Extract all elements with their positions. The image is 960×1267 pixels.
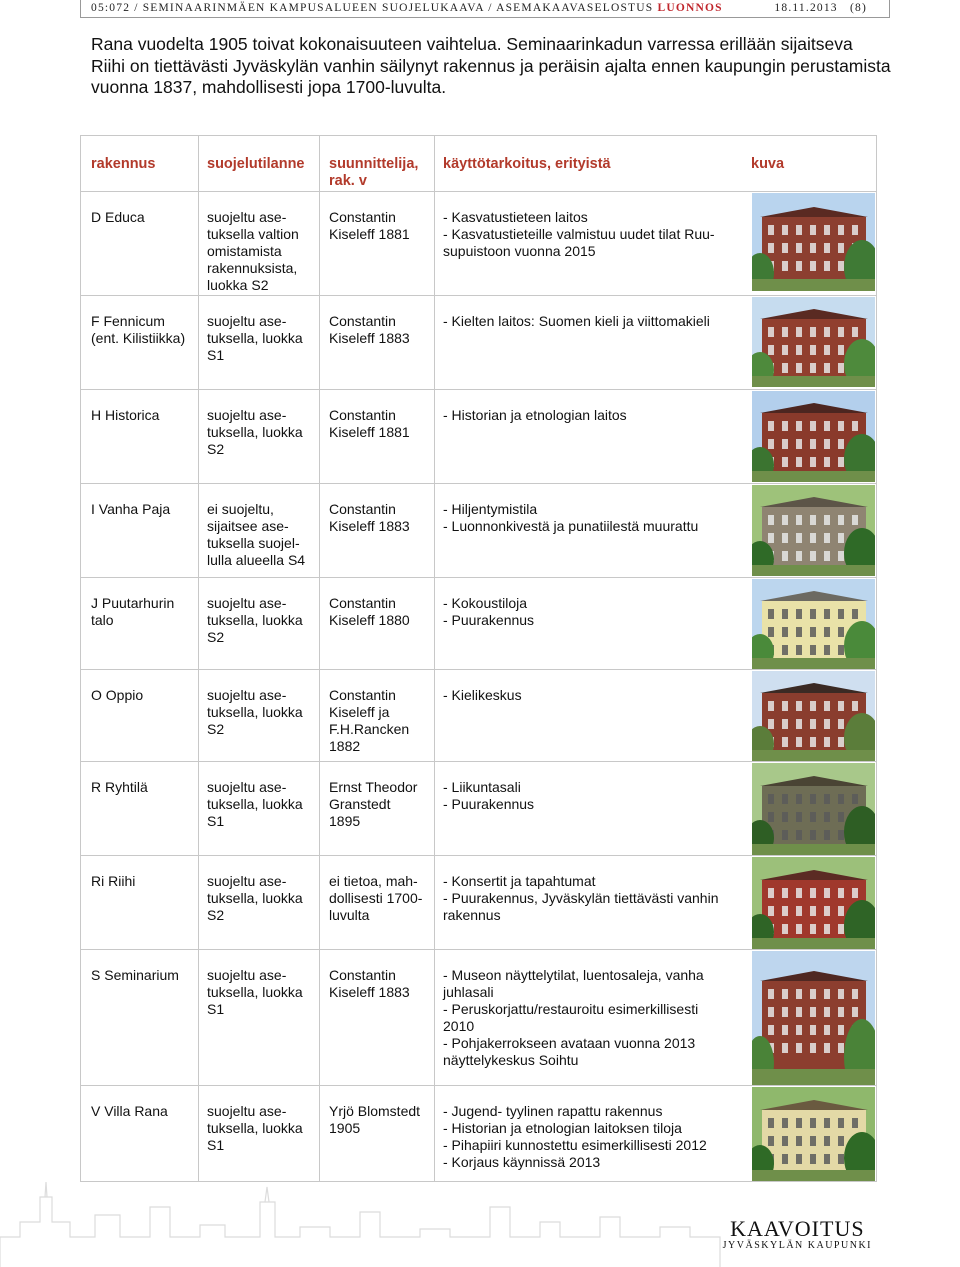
building-name: J Puutarhurin talo: [91, 595, 175, 628]
building-photo: [752, 671, 875, 761]
protection-status: suojeltu ase- tuksella, luokka S2: [207, 407, 303, 457]
protection-status: suojeltu ase- tuksella, luokka S1: [207, 967, 303, 1017]
usage-notes: - Liikuntasali - Puurakennus: [443, 779, 535, 812]
usage-notes: - Hiljentymistila - Luonnonkivestä ja punatiilestä muurattu: [443, 501, 699, 534]
kaavoitus-logo: [723, 1216, 872, 1251]
usage-notes: - Jugend- tyylinen rapattu rakennus - Historian ja etnologian laitoksen tiloja - Pihapiiri kunnostettu esimerkillisesti 2012 - Korjaus käynnissä 2013: [443, 1103, 707, 1170]
building-name: H Historica: [91, 407, 160, 423]
header-use: käyttötarkoitus, erityistä: [443, 156, 611, 172]
usage-notes: - Museon näyttelytilat, luentosaleja, vanha juhlasali - Peruskorjattu/restauroitu esimerkillisesti 2010 - Pohjakerrokseen avataan vuonna 2013 näyttelykeskus Soihtu: [443, 967, 704, 1068]
page-header: [80, 0, 890, 18]
header-photo: kuva: [751, 156, 785, 172]
building-photo: [752, 391, 875, 482]
logo-subtitle: JYVÄSKYLÄN KAUPUNKI: [722, 1240, 872, 1251]
header-designer: suunnittelija, rak. v: [329, 156, 419, 189]
header-date-page: [774, 2, 867, 14]
building-name: V Villa Rana: [91, 1103, 168, 1119]
protection-status: suojeltu ase- tuksella valtion omistamista rakennuksista, luokka S2: [207, 209, 299, 293]
protection-status: suojeltu ase- tuksella, luokka S1: [207, 1103, 303, 1153]
designer: Constantin Kiseleff 1883: [329, 501, 410, 534]
designer: ei tietoa, mah- dollisesti 1700- luvulta: [329, 873, 423, 923]
table-row: [80, 761, 877, 855]
building-photo: [752, 763, 875, 855]
header-doc-title: 05:072 / SEMINAARINMÄEN KAMPUSALUEEN SUOJELUKAAVA / ASEMAKAAVASELOSTUS: [91, 2, 654, 14]
page-number: (8): [849, 2, 867, 14]
building-name: S Seminarium: [91, 967, 179, 983]
table-row: [80, 389, 877, 483]
building-photo: [752, 193, 875, 291]
usage-notes: - Konsertit ja tapahtumat - Puurakennus, Jyväskylän tiettävästi vanhin rakennus: [443, 873, 719, 923]
usage-notes: - Historian ja etnologian laitos: [443, 407, 627, 423]
protection-status: ei suojeltu, sijaitsee ase- tuksella suojel- lulla alueella S4: [207, 501, 306, 568]
header-protection: suojelutilanne: [207, 156, 305, 172]
designer: Yrjö Blomstedt 1905: [329, 1103, 421, 1136]
table-row: [80, 577, 877, 669]
building-photo: [752, 857, 875, 949]
intro-paragraph: Rana vuodelta 1905 toivat kokonaisuuteen vaihtelua. Seminaarinkadun varressa erillään sijaitseva Riihi on tiettävästi Jyväskylän vanhin säilynyt rakennus ja peräisin ajalta ennen kaupungin perustamista vuonna 1837, mahdollisesti jopa 1700-luvulta.: [91, 34, 891, 97]
designer: Constantin Kiseleff 1880: [329, 595, 410, 628]
usage-notes: - Kokoustiloja - Puurakennus: [443, 595, 535, 628]
header-title: [91, 2, 723, 14]
usage-notes: - Kielikeskus: [443, 687, 522, 703]
protection-status: suojeltu ase- tuksella, luokka S2: [207, 595, 303, 645]
designer: Constantin Kiseleff 1883: [329, 313, 410, 346]
designer: Constantin Kiseleff 1881: [329, 407, 410, 440]
protection-status: suojeltu ase- tuksella, luokka S1: [207, 313, 303, 363]
protection-status: suojeltu ase- tuksella, luokka S2: [207, 687, 303, 737]
building-photo: [752, 485, 875, 576]
draft-stamp: LUONNOS: [657, 2, 723, 14]
building-name: O Oppio: [91, 687, 144, 703]
building-photo: [752, 951, 875, 1085]
table-row: [80, 949, 877, 1085]
table-row: [80, 855, 877, 949]
designer: Constantin Kiseleff ja F.H.Rancken 1882: [329, 687, 410, 754]
designer: Ernst Theodor Granstedt 1895: [329, 779, 418, 829]
designer: Constantin Kiseleff 1881: [329, 209, 410, 242]
logo-text: KAAVOITUS: [730, 1216, 865, 1241]
building-name: R Ryhtilä: [91, 779, 148, 795]
table-row: [80, 483, 877, 577]
table-row: [80, 669, 877, 761]
building-name: Ri Riihi: [91, 873, 136, 889]
protection-status: suojeltu ase- tuksella, luokka S1: [207, 779, 303, 829]
header-building: rakennus: [91, 156, 156, 172]
table-row: [80, 295, 877, 389]
designer: Constantin Kiseleff 1883: [329, 967, 410, 1000]
protection-status: suojeltu ase- tuksella, luokka S2: [207, 873, 303, 923]
building-photo: [752, 297, 875, 387]
building-name: D Educa: [91, 209, 145, 225]
building-photo: [752, 579, 875, 669]
building-name: F Fennicum (ent. Kilistiikka): [91, 313, 186, 346]
table-header-row: [80, 135, 877, 191]
table-row: [80, 191, 877, 295]
usage-notes: - Kielten laitos: Suomen kieli ja viittomakieli: [443, 313, 710, 329]
header-date: 18.11.2013: [774, 2, 838, 14]
building-name: I Vanha Paja: [91, 501, 171, 517]
usage-notes: - Kasvatustieteen laitos - Kasvatustieteille valmistuu uudet tilat Ruu- supuistoon vuonna 2015: [443, 209, 715, 259]
